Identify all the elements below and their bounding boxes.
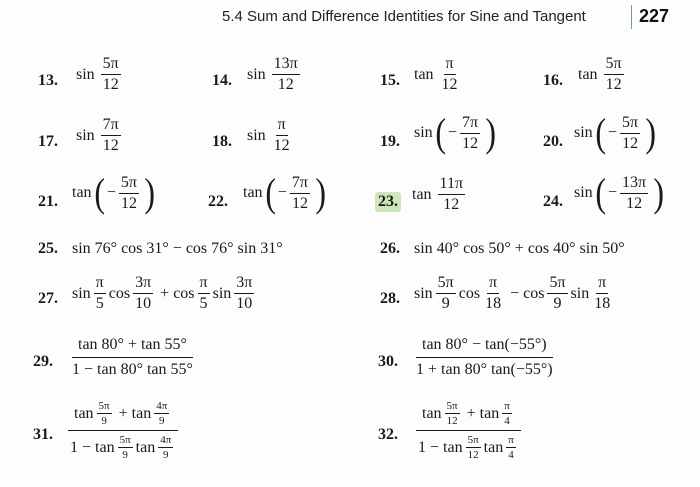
numerator: tan 80° + tan 55°: [72, 336, 193, 358]
fraction: [198, 274, 210, 313]
tan: tan: [74, 404, 94, 422]
minus-sign: −: [430, 438, 440, 456]
sin: sin: [72, 284, 91, 302]
exercise-number: 31.: [33, 426, 53, 443]
numerator: 3π: [133, 274, 153, 294]
right-paren: ): [653, 170, 665, 215]
numerator: π: [504, 400, 510, 412]
denominator: 10: [236, 295, 253, 312]
fraction: [483, 274, 503, 313]
numerator: π: [487, 274, 499, 294]
numerator: π: [508, 434, 514, 446]
numerator: 5π: [119, 174, 139, 194]
fraction: [547, 274, 567, 313]
exercise-26: sin 40° cos 50° + cos 40° sin 50°: [414, 240, 625, 257]
exercise-number: 17.: [38, 133, 58, 150]
tan: tan: [95, 438, 115, 456]
fraction: [604, 55, 624, 94]
exercise-29: [66, 336, 199, 379]
fraction: [506, 434, 516, 461]
fraction: [436, 274, 456, 313]
exercise-number: 19.: [380, 133, 400, 150]
exercise-15: [414, 55, 463, 94]
fraction: [460, 114, 480, 153]
exercise-13: [76, 55, 124, 94]
denominator: 12: [441, 76, 458, 93]
exercise-number: 15.: [380, 72, 400, 89]
plus-sign: +: [118, 404, 128, 422]
exercise-19: [414, 110, 498, 155]
fraction: [118, 434, 133, 461]
one: 1: [70, 438, 78, 456]
fraction: [502, 400, 512, 427]
denominator: 12: [120, 194, 137, 212]
denominator: 5: [95, 295, 104, 312]
numerator: tan 80° − tan(−55°): [416, 336, 553, 358]
numerator: 5π: [98, 400, 110, 412]
sin: sin: [414, 284, 433, 302]
left-paren: (: [595, 170, 606, 215]
numerator: 7π: [460, 114, 480, 134]
numerator: 5π: [547, 274, 567, 294]
numerator: 7π: [101, 116, 121, 136]
fraction: [119, 174, 139, 213]
denominator: 12: [622, 134, 639, 152]
exercise-number: 32.: [378, 426, 398, 443]
page-number: 227: [639, 6, 670, 26]
denominator: 12: [626, 194, 643, 212]
exercise-30: [410, 336, 559, 379]
numerator: 5π: [436, 274, 456, 294]
denominator: 9: [553, 295, 562, 312]
section-title: 5.4 Sum and Difference Identities for Sine and Tangent: [222, 8, 586, 25]
numerator: π: [276, 116, 288, 136]
exercise-23: [412, 175, 468, 214]
tan: tan: [479, 404, 500, 422]
denominator: 18: [594, 295, 611, 312]
denominator: 9: [158, 415, 165, 427]
fraction: [620, 174, 648, 213]
denominator: 1 + tan 80° tan(−55°): [416, 361, 553, 378]
trig-function: tan: [412, 185, 432, 203]
fraction: [592, 274, 612, 313]
denominator: 12: [443, 196, 460, 213]
denominator: 12: [291, 194, 308, 212]
exercise-number: 30.: [378, 353, 398, 370]
denominator: 12: [102, 76, 119, 93]
minus-sign: −: [82, 438, 92, 456]
minus-sign: −: [510, 284, 520, 302]
exercise-20: [574, 110, 658, 155]
exercise-22: [243, 170, 328, 215]
trig-function: sin: [414, 124, 433, 141]
numerator: 4π: [156, 400, 168, 412]
minus-sign: −: [448, 124, 458, 141]
denominator: 18: [485, 295, 502, 312]
numerator: 5π: [119, 434, 131, 446]
exercise-number: 29.: [33, 353, 53, 370]
fraction: [272, 116, 292, 155]
exercise-24: [574, 170, 666, 215]
denominator: 4: [508, 449, 514, 461]
exercise-17: [76, 116, 124, 155]
fraction: [101, 116, 121, 155]
trig-function: tan: [578, 65, 598, 83]
right-paren: ): [144, 170, 155, 215]
left-paren: (: [435, 110, 446, 155]
numerator: [68, 400, 178, 431]
exercise-31: [64, 400, 182, 461]
minus-sign: −: [106, 184, 116, 201]
one: 1: [418, 438, 426, 456]
denominator: 12: [446, 415, 458, 427]
cos: cos: [108, 284, 131, 302]
trig-function: sin: [76, 65, 95, 83]
exercise-28: [414, 274, 615, 313]
exercise-number: 27.: [38, 290, 58, 307]
numerator: 3π: [234, 274, 254, 294]
numerator: π: [198, 274, 210, 294]
minus-sign: −: [608, 184, 618, 201]
numerator: 5π: [101, 55, 121, 75]
exercise-number: 28.: [380, 290, 400, 307]
denominator: 9: [441, 295, 450, 312]
tan: tan: [135, 438, 156, 456]
exercise-32: [412, 400, 525, 461]
numerator: 5π: [620, 114, 640, 134]
denominator: [412, 431, 525, 461]
exercise-number: 18.: [212, 133, 232, 150]
minus-sign: −: [277, 184, 287, 201]
minus-sign: −: [608, 124, 618, 141]
numerator: π: [94, 274, 106, 294]
left-paren: (: [264, 170, 276, 215]
fraction: [94, 274, 106, 313]
exercise-number: 22.: [208, 193, 228, 210]
exercise-16: [578, 55, 627, 94]
left-paren: (: [595, 110, 606, 155]
exercise-number: 26.: [380, 240, 400, 257]
cos: cos: [523, 284, 545, 302]
denominator: 12: [467, 449, 479, 461]
trig-function: tan: [72, 184, 92, 201]
exercise-14: [247, 55, 303, 94]
exercise-number: 24.: [543, 193, 563, 210]
denominator: 12: [273, 137, 290, 154]
exercise-18: [247, 116, 295, 155]
right-paren: ): [315, 170, 326, 215]
fraction: [133, 274, 153, 313]
numerator: 5π: [467, 434, 479, 446]
right-paren: ): [645, 110, 657, 155]
numerator: 7π: [290, 174, 310, 194]
denominator: 9: [101, 415, 107, 427]
exercise-number: 13.: [38, 72, 58, 89]
denominator: 12: [277, 76, 294, 93]
numerator: [416, 400, 521, 431]
cos: cos: [458, 284, 481, 302]
fraction: [440, 55, 460, 94]
trig-function: sin: [76, 126, 95, 144]
numerator: 11π: [438, 175, 465, 195]
fraction: [466, 434, 481, 461]
exercise-number: 16.: [543, 72, 563, 89]
numerator: 5π: [604, 55, 624, 75]
exercise-number-highlighted: 23.: [375, 192, 401, 212]
fraction: [154, 400, 169, 427]
numerator: π: [444, 55, 456, 75]
numerator: π: [596, 274, 608, 294]
tan: tan: [131, 404, 152, 422]
fraction: [158, 434, 173, 461]
denominator: 12: [462, 134, 479, 152]
exercise-number: 25.: [38, 240, 58, 257]
left-paren: (: [93, 170, 105, 215]
denominator: 12: [102, 137, 119, 154]
exercise-number: 14.: [212, 72, 232, 89]
tan: tan: [443, 438, 463, 456]
denominator: 1 − tan 80° tan 55°: [72, 361, 193, 378]
header-divider: [631, 5, 632, 29]
fraction: [620, 114, 640, 153]
numerator: 4π: [160, 434, 172, 446]
trig-function: sin: [574, 124, 593, 141]
fraction: [272, 55, 300, 94]
tan: tan: [483, 438, 504, 456]
fraction: [234, 274, 254, 313]
trig-function: sin: [247, 126, 266, 144]
denominator: 9: [162, 449, 169, 461]
trig-function: sin: [574, 184, 593, 201]
denominator: 5: [199, 295, 208, 312]
trig-function: sin: [247, 65, 266, 83]
numerator: 13π: [272, 55, 300, 75]
plus-sign: +: [466, 404, 476, 422]
fraction: [101, 55, 121, 94]
plus-sign: +: [160, 284, 170, 302]
trig-function: tan: [243, 184, 263, 201]
denominator: 4: [504, 415, 510, 427]
exercise-27: [72, 274, 257, 313]
denominator: 12: [605, 76, 622, 93]
sin: sin: [570, 284, 590, 302]
sin: sin: [212, 284, 232, 302]
exercise-number: 21.: [38, 193, 58, 210]
numerator: 13π: [620, 174, 648, 194]
fraction: [97, 400, 112, 427]
cos: cos: [173, 284, 195, 302]
exercise-25: sin 76° cos 31° − cos 76° sin 31°: [72, 240, 283, 257]
exercise-21: [72, 170, 157, 215]
fraction: [445, 400, 460, 427]
numerator: 5π: [446, 400, 458, 412]
trig-function: tan: [414, 65, 434, 83]
tan: tan: [422, 404, 442, 422]
right-paren: ): [485, 110, 497, 155]
fraction: [438, 175, 465, 214]
exercise-number: 20.: [543, 133, 563, 150]
denominator: 9: [122, 449, 128, 461]
fraction: [290, 174, 310, 213]
denominator: [64, 431, 182, 461]
denominator: 10: [135, 295, 152, 312]
